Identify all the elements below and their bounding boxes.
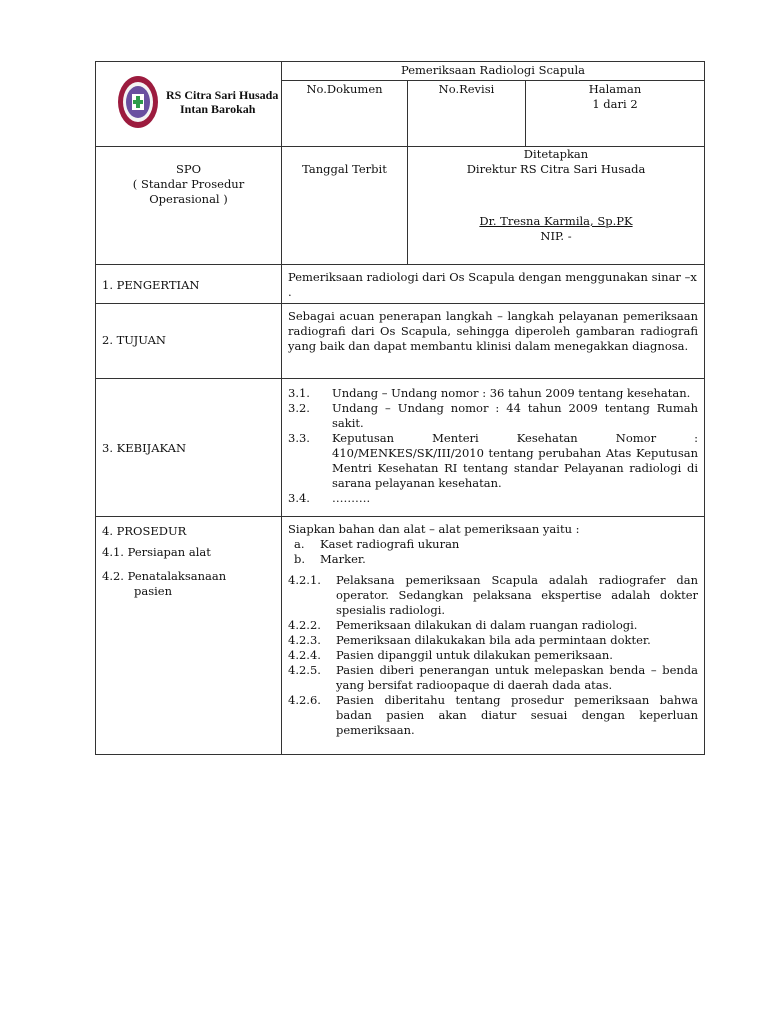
prosedur-step-number: 4.2.3. <box>288 633 321 647</box>
kebijakan-item <box>288 491 698 506</box>
prosedur-step <box>288 573 698 618</box>
prosedur-step-number: 4.2.1. <box>288 573 321 587</box>
kebijakan-item-text: Undang – Undang nomor : 36 tahun 2009 tentang kesehatan. <box>332 386 691 400</box>
prosedur-content <box>282 517 705 755</box>
sop-document <box>95 61 704 755</box>
ditetapkan-cell <box>408 147 705 265</box>
spo-cell <box>96 147 282 265</box>
kebijakan-item-number: 3.4. <box>288 491 310 505</box>
kebijakan-label-cell <box>96 379 282 517</box>
nip-label: NIP. - <box>540 229 572 243</box>
tujuan-label: 2. TUJUAN <box>102 333 166 347</box>
direktur-label: Direktur RS Citra Sari Husada <box>466 162 646 176</box>
document-title: Pemeriksaan Radiologi Scapula <box>282 62 705 81</box>
prosedur-step-number: 4.2.6. <box>288 693 321 707</box>
spo-subtitle-1: ( Standar Prosedur <box>132 177 245 191</box>
kebijakan-item-text: Keputusan Menteri Kesehatan Nomor : 410/MENKES/SK/III/2010 tentang perubahan Atas Keputusan Mentri Kesehatan RI tentang standar Pelayanan radiologi di sarana pelayanan kesehatan. <box>332 431 699 490</box>
kebijakan-item-text: ………. <box>332 491 371 505</box>
prosedur-step-text: Pemeriksaan dilakukan di dalam ruangan radiologi. <box>336 618 638 632</box>
spo-subtitle-2: Operasional ) <box>149 192 228 206</box>
spo-title: SPO <box>175 162 202 176</box>
pengertian-label-cell <box>96 265 282 304</box>
halaman-value: 1 dari 2 <box>592 97 638 111</box>
logo-cell <box>96 62 282 147</box>
prosedur-intro: Siapkan bahan dan alat – alat pemeriksaan yaitu : <box>288 522 580 536</box>
tool-item-text: Marker. <box>320 552 366 566</box>
kebijakan-item <box>288 431 698 491</box>
pengertian-text: Pemeriksaan radiologi dari Os Scapula dengan menggunakan sinar –x . <box>282 265 705 304</box>
tanggal-terbit-label: Tanggal Terbit <box>282 147 408 265</box>
persiapan-alat-label: 4.1. Persiapan alat <box>102 545 211 559</box>
prosedur-step-number: 4.2.2. <box>288 618 321 632</box>
ditetapkan-label: Ditetapkan <box>523 147 589 161</box>
kebijakan-list <box>282 379 705 517</box>
no-revisi-label: No.Revisi <box>408 81 526 147</box>
hospital-logo <box>96 62 281 130</box>
prosedur-step <box>288 693 698 738</box>
tool-item-text: Kaset radiografi ukuran <box>320 537 460 551</box>
logo-line-2: Intan Barokah <box>180 102 256 116</box>
pengertian-label: 1. PENGERTIAN <box>102 278 200 292</box>
prosedur-step <box>288 633 698 648</box>
kebijakan-item <box>288 386 698 401</box>
prosedur-label: 4. PROSEDUR <box>102 524 187 538</box>
tool-item-letter: b. <box>294 552 306 566</box>
kebijakan-item <box>288 401 698 431</box>
prosedur-step <box>288 618 698 633</box>
prosedur-step-text: Pemeriksaan dilakukakan bila ada permintaan dokter. <box>336 633 651 647</box>
prosedur-label-cell <box>96 517 282 755</box>
tujuan-label-cell <box>96 304 282 379</box>
prosedur-step-number: 4.2.4. <box>288 648 321 662</box>
tool-item-letter: a. <box>294 537 305 551</box>
signer-name: Dr. Tresna Karmila, Sp.PK <box>479 214 633 228</box>
prosedur-step-text: Pasien diberi penerangan untuk melepaskan benda – benda yang bersifat radioopaque di daerah dada atas. <box>336 663 699 692</box>
prosedur-step-number: 4.2.5. <box>288 663 321 677</box>
kebijakan-item-number: 3.2. <box>288 401 310 415</box>
halaman-label: Halaman <box>588 82 642 96</box>
halaman-cell <box>526 81 705 147</box>
tujuan-text: Sebagai acuan penerapan langkah – langkah pelayanan pemeriksaan radiografi dari Os Scapula, sehingga diperoleh gambaran radiografi yang baik dan dapat membantu klinisi dalam menegakkan diagnosa. <box>282 304 705 379</box>
kebijakan-item-number: 3.1. <box>288 386 310 400</box>
penatalaksanaan-label: 4.2. Penatalaksanaan <box>102 569 227 583</box>
prosedur-step-text: Pelaksana pemeriksaan Scapula adalah radiografer dan operator. Sedangkan pelaksana ekspertise adalah dokter spesialis radiologi. <box>336 573 699 617</box>
penatalaksanaan-label-2: pasien <box>134 584 173 598</box>
logo-line-1: RS Citra Sari Husada <box>166 88 279 102</box>
prosedur-step <box>288 648 698 663</box>
prosedur-step-text: Pasien dipanggil untuk dilakukan pemeriksaan. <box>336 648 613 662</box>
tool-item <box>294 552 698 567</box>
sop-table <box>95 61 705 755</box>
no-dokumen-label: No.Dokumen <box>282 81 408 147</box>
hospital-emblem-icon <box>116 74 160 130</box>
tool-item <box>294 537 698 552</box>
prosedur-step-text: Pasien diberitahu tentang prosedur pemeriksaan bahwa badan pasien akan diatur sesuai dengan keperluan pemeriksaan. <box>336 693 699 737</box>
kebijakan-label: 3. KEBIJAKAN <box>102 441 187 455</box>
kebijakan-item-text: Undang – Undang nomor : 44 tahun 2009 tentang Rumah sakit. <box>332 401 699 430</box>
kebijakan-item-number: 3.3. <box>288 431 310 445</box>
prosedur-step <box>288 663 698 693</box>
